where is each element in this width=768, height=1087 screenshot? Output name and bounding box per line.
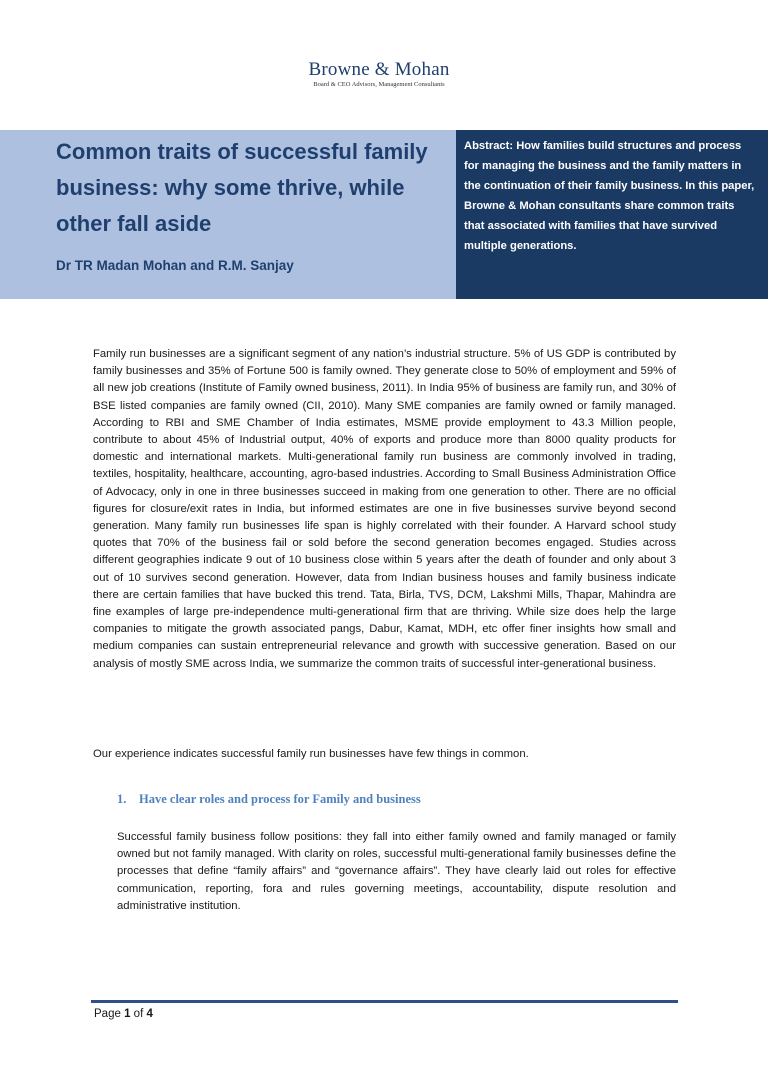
document-title: Common traits of successful family business: why some thrive, while other fall aside [56,139,428,236]
section-heading [117,792,677,807]
authors: Dr TR Madan Mohan and R.M. Sanjay [56,258,294,273]
footer-divider [91,1000,678,1003]
logo-name: Browne & Mohan [308,59,450,80]
page-total: 4 [146,1008,153,1020]
section-number: 1. [117,792,127,806]
section-paragraph: Successful family business follow positions: they fall into either family owned and family managed or family owned but not family managed. With clarity on roles, successful multi-generational family businesses define the processes that define “family affairs” and “governance affairs”. They have clearly laid out roles for effective communication, reporting, fora and rules governing meetings, accountability, dispute resolution and administrative institution. [117,831,676,912]
page-footer [94,1008,153,1020]
abstract-text: Abstract: How families build structures and process for managing the business and the family matters in the continuation of their family business. In this paper, Browne & Mohan consultants share common traits that associated with families that have survived multiple generations. [464,140,755,252]
page-number: 1 [124,1008,131,1020]
intro-paragraph: Family run businesses are a significant segment of any nation’s industrial structure. 5% of US GDP is contributed by family businesses and 35% of Fortune 500 is family owned. They generate close to 50% of employment and 59% of all new job creations (Institute of Family owned business, 2011). In India 95% of business are family run, and 30% of BSE listed companies are family owned (CII, 2010). Many SME companies are family owned or family managed. According to RBI and SME Chamber of India estimates, MSME provide employment to 43.3 Million people, contribute to about 45% of Industrial output, 40% of exports and produce more than 8000 quality products for domestic and international markets. Multi-generational family run business are commonly involved in trading, textiles, hospitality, healthcare, accounting, agro-based industries. According to Small Business Administration Office of Advocacy, only in one in three businesses succeed in making from one generation to other. There are no official figures for closure/exit rates in India, but informed estimates are one in five businesses survive beyond second generation. Many family run businesses life span is highly correlated with their founder. A Harvard school study quotes that 70% of the business fail or sold before the second generation becomes engaged. Studies across different geographies indicate 9 out of 10 business close within 5 years after the death of founder and only about 3 out of 10 survives second generation. However, data from Indian business houses and family business indicate there are certain families that have bucked this trend. Tata, Birla, TVS, DCM, Lakshmi Mills, Thapar, Mahindra are fine examples of large pre-independence multi-generational firm that are thriving. While size does help the large companies to mitigate the growth associated pangs, Dabur, Kamat, MDH, etc offer finer insights how small and medium companies can sustain entrepreneurial relevance and growth with successive generation. Based on our analysis of mostly SME across India, we summarize the common traits of successful inter-generational business. [93,348,676,670]
summary-paragraph: Our experience indicates successful family run businesses have few things in common. [93,748,529,760]
logo-tagline: Board & CEO Advisors, Management Consultants [313,81,445,88]
of-label: of [133,1008,144,1020]
section-heading-text: Have clear roles and process for Family and business [139,792,421,806]
company-logo [268,60,490,89]
page-label: Page [94,1008,121,1020]
